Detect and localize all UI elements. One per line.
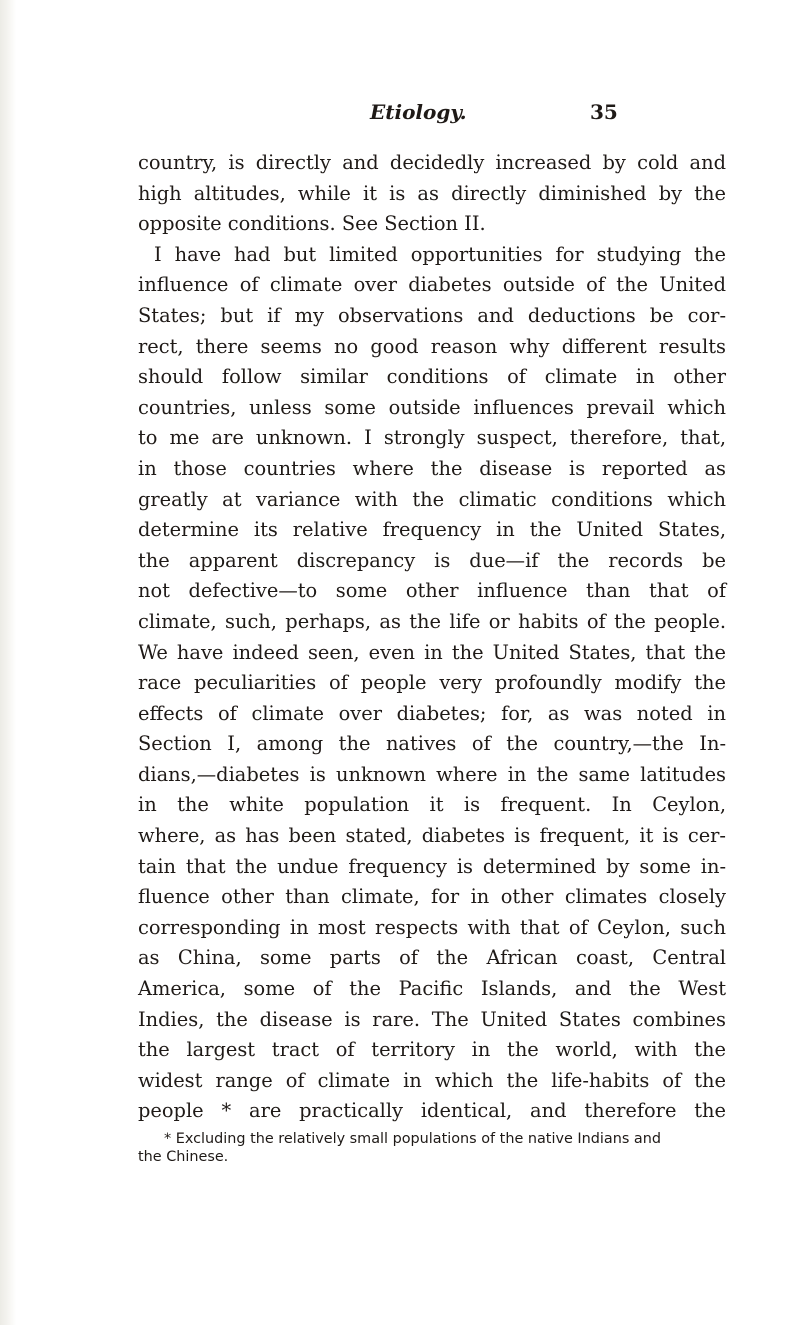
text-line: Section I, among the natives of the country,—the In- bbox=[138, 732, 726, 756]
text-line: not defective—to some other influence than that of bbox=[138, 579, 726, 603]
footnote bbox=[138, 1131, 726, 1167]
text-line: race peculiarities of people very profoundly modify the bbox=[138, 671, 726, 695]
text-line: We have indeed seen, even in the United States, that the bbox=[138, 640, 726, 664]
text-line: people * are practically identical, and therefore the bbox=[138, 1099, 726, 1123]
footnote-line: * Excluding the relatively small populations of the native Indians and bbox=[164, 1131, 661, 1147]
text-line: I have had but limited opportunities for studying the bbox=[154, 242, 726, 266]
body-text bbox=[138, 148, 726, 1127]
text-line: countries, unless some outside influences prevail which bbox=[138, 395, 726, 419]
page-edge-shadow bbox=[0, 0, 16, 1325]
text-line: the apparent discrepancy is due—if the records be bbox=[138, 548, 726, 572]
text-line: America, some of the Pacific Islands, and the West bbox=[138, 977, 726, 1001]
text-line: where, as has been stated, diabetes is frequent, it is cer- bbox=[138, 824, 726, 848]
page-number: 35 bbox=[590, 100, 618, 124]
footnote-line: the Chinese. bbox=[138, 1148, 229, 1165]
book-page bbox=[138, 88, 778, 1167]
text-line: should follow similar conditions of climate in other bbox=[138, 365, 726, 389]
text-line: high altitudes, while it is as directly diminished by the bbox=[138, 181, 726, 205]
text-line: the largest tract of territory in the world, with the bbox=[138, 1038, 726, 1062]
text-line: effects of climate over diabetes; for, as was noted in bbox=[138, 701, 726, 725]
text-line: dians,—diabetes is unknown where in the same latitudes bbox=[138, 762, 726, 786]
text-line: opposite conditions. See Section II. bbox=[138, 212, 486, 236]
text-line: Indies, the disease is rare. The United States combines bbox=[138, 1007, 726, 1031]
running-head bbox=[138, 88, 778, 136]
text-line: determine its relative frequency in the United States, bbox=[138, 518, 726, 542]
text-line: rect, there seems no good reason why different results bbox=[138, 334, 726, 358]
text-line: corresponding in most respects with that of Ceylon, such bbox=[138, 915, 726, 939]
running-title: Etiology. bbox=[370, 100, 467, 124]
text-line: in those countries where the disease is reported as bbox=[138, 456, 726, 480]
text-line: States; but if my observations and deductions be cor- bbox=[138, 303, 726, 327]
text-line: to me are unknown. I strongly suspect, therefore, that, bbox=[138, 426, 726, 450]
text-line: widest range of climate in which the life-habits of the bbox=[138, 1068, 726, 1092]
text-line: influence of climate over diabetes outside of the United bbox=[138, 273, 726, 297]
text-line: in the white population it is frequent. In Ceylon, bbox=[138, 793, 726, 817]
text-line: greatly at variance with the climatic conditions which bbox=[138, 487, 726, 511]
text-line: fluence other than climate, for in other climates closely bbox=[138, 885, 726, 909]
text-line: tain that the undue frequency is determined by some in- bbox=[138, 854, 726, 878]
text-line: as China, some parts of the African coast, Central bbox=[138, 946, 726, 970]
text-line: country, is directly and decidedly increased by cold and bbox=[138, 151, 726, 174]
text-line: climate, such, perhaps, as the life or habits of the people. bbox=[138, 609, 726, 633]
